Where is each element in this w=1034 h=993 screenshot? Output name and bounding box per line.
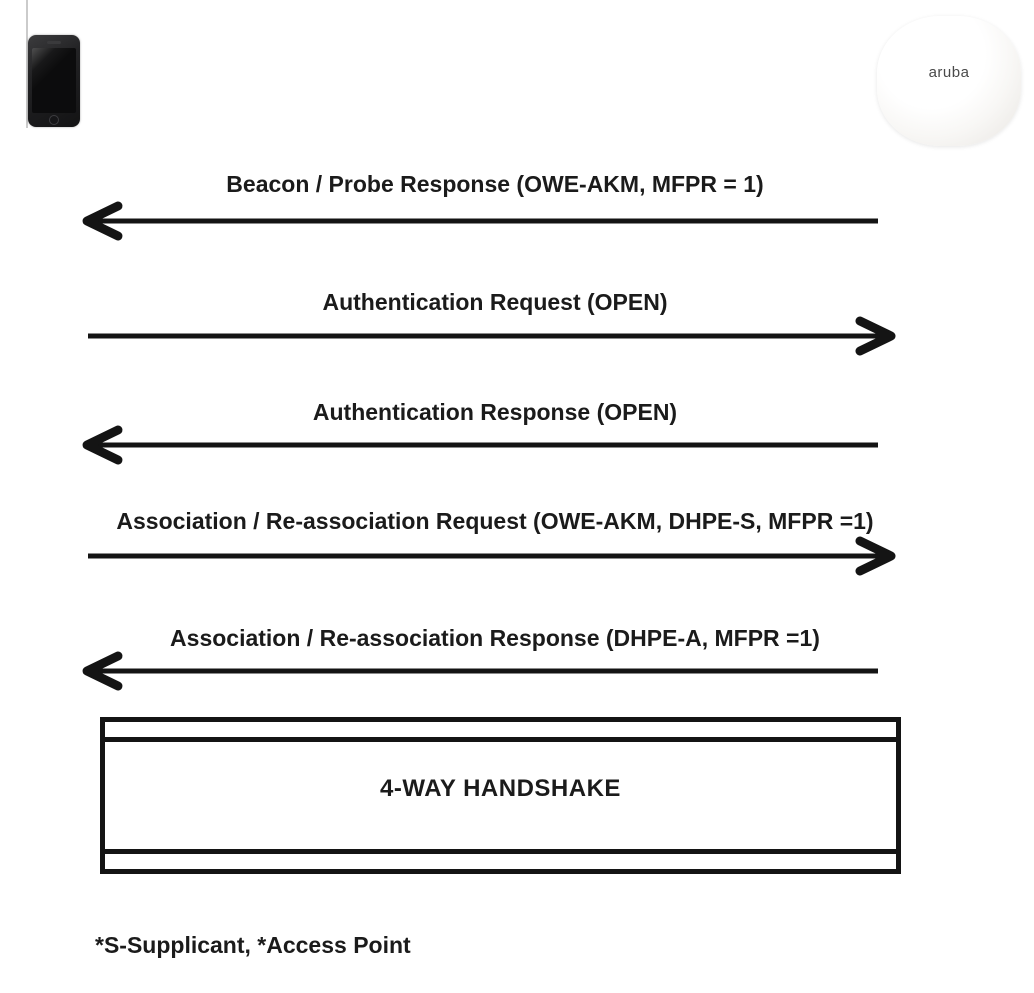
phone-speaker — [47, 41, 61, 44]
arrow-left-icon — [78, 199, 908, 243]
phone-glare — [32, 48, 76, 113]
phone-screen — [32, 48, 76, 113]
arrow-left-icon — [78, 649, 908, 693]
smartphone-icon — [28, 35, 80, 127]
message-label-association-response: Association / Re-association Response (DHPE-A, MFPR =1) — [170, 625, 820, 651]
box-top-rule — [105, 737, 896, 742]
arrow-right-icon — [82, 314, 912, 358]
box-bottom-rule — [105, 849, 896, 854]
message-label-authentication-request: Authentication Request (OPEN) — [322, 289, 668, 315]
footnote: *S-Supplicant, *Access Point — [95, 932, 411, 958]
arrow-left-icon — [78, 423, 908, 467]
message-label-association-request: Association / Re-association Request (OWE-AKM, DHPE-S, MFPR =1) — [116, 508, 874, 534]
aruba-logo: aruba — [928, 63, 970, 81]
phone-home-button — [49, 115, 59, 125]
arrow-right-icon — [82, 534, 912, 578]
handshake-box — [100, 717, 901, 874]
message-label-authentication-response: Authentication Response (OPEN) — [312, 399, 678, 425]
message-label-beacon-probe-response: Beacon / Probe Response (OWE-AKM, MFPR = 1) — [226, 171, 764, 197]
access-point-icon — [877, 16, 1021, 146]
handshake-box-label: 4-WAY HANDSHAKE — [380, 774, 621, 802]
